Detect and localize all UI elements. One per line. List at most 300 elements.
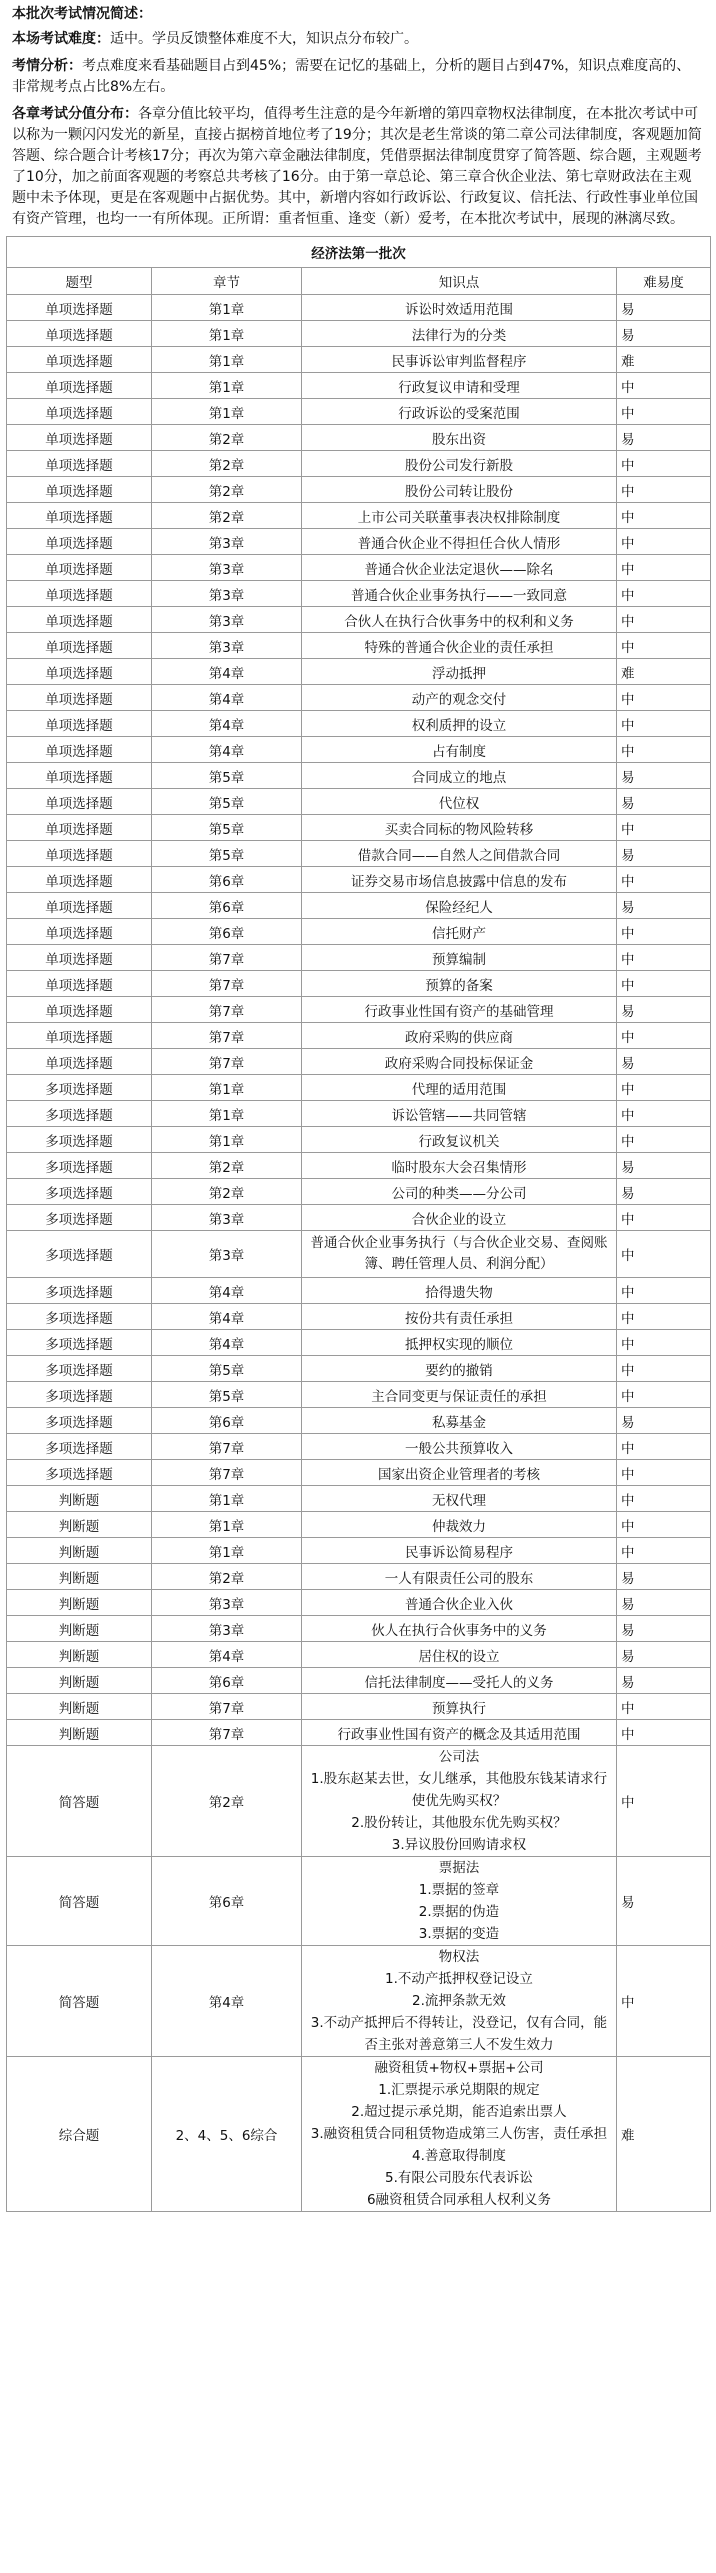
knowledge-line: 1.汇票提示承兑期限的规定: [378, 2082, 540, 2098]
cell-type: 单项选择题: [7, 737, 152, 763]
cell-type: 单项选择题: [7, 347, 152, 373]
cell-knowledge: 政府采购的供应商: [302, 1023, 617, 1049]
cell-chapter: 第6章: [152, 919, 302, 945]
cell-difficulty: 难: [617, 2057, 711, 2212]
table-row: [7, 1382, 711, 1408]
table-row: [7, 1460, 711, 1486]
cell-type: 多项选择题: [7, 1153, 152, 1179]
cell-knowledge: 信托法律制度——受托人的义务: [302, 1668, 617, 1694]
cell-type: 简答题: [7, 1857, 152, 1946]
cell-knowledge: 股东出资: [302, 425, 617, 451]
cell-chapter: 第3章: [152, 1205, 302, 1231]
table-row: [7, 1153, 711, 1179]
knowledge-line: 4.善意取得制度: [412, 2148, 506, 2164]
analysis-label: 考情分析：: [12, 58, 82, 74]
essay-row: [7, 2057, 711, 2212]
table-row: [7, 347, 711, 373]
analysis-paragraph: [12, 56, 704, 98]
table-row: [7, 1101, 711, 1127]
knowledge-line: 2.超过提示承兑期，能否追索出票人: [351, 2104, 567, 2120]
cell-difficulty: 中: [617, 815, 711, 841]
cell-chapter: 第5章: [152, 763, 302, 789]
table-row: [7, 555, 711, 581]
table-title: 经济法第一批次: [7, 237, 711, 268]
cell-chapter: 第4章: [152, 711, 302, 737]
cell-chapter: 第7章: [152, 971, 302, 997]
cell-chapter: 第5章: [152, 789, 302, 815]
cell-knowledge: 民事诉讼简易程序: [302, 1538, 617, 1564]
cell-chapter: 第2章: [152, 477, 302, 503]
essay-row: [7, 1746, 711, 1857]
cell-chapter: 第3章: [152, 581, 302, 607]
knowledge-line: 1.票据的签章: [418, 1882, 500, 1898]
cell-type: 单项选择题: [7, 373, 152, 399]
cell-difficulty: 中: [617, 1023, 711, 1049]
table-row: [7, 997, 711, 1023]
distribution-paragraph: [12, 104, 704, 230]
cell-knowledge: 特殊的普通合伙企业的责任承担: [302, 633, 617, 659]
cell-knowledge: 信托财产: [302, 919, 617, 945]
cell-difficulty: 中: [617, 1127, 711, 1153]
cell-type: 多项选择题: [7, 1179, 152, 1205]
cell-chapter: 第7章: [152, 1049, 302, 1075]
table-row: [7, 685, 711, 711]
cell-knowledge: 预算编制: [302, 945, 617, 971]
cell-difficulty: 中: [617, 1356, 711, 1382]
cell-difficulty: 易: [617, 1049, 711, 1075]
cell-type: 单项选择题: [7, 581, 152, 607]
cell-type: 多项选择题: [7, 1434, 152, 1460]
table-row: [7, 815, 711, 841]
table-row: [7, 1512, 711, 1538]
cell-chapter: 第3章: [152, 633, 302, 659]
cell-chapter: 第2章: [152, 425, 302, 451]
table-row: [7, 373, 711, 399]
cell-type: 单项选择题: [7, 321, 152, 347]
cell-difficulty: 易: [617, 425, 711, 451]
cell-difficulty: 中: [617, 1486, 711, 1512]
cell-knowledge: 一人有限责任公司的股东: [302, 1564, 617, 1590]
cell-type: 多项选择题: [7, 1127, 152, 1153]
table-row: [7, 295, 711, 321]
cell-knowledge: 浮动抵押: [302, 659, 617, 685]
table-row: [7, 867, 711, 893]
cell-difficulty: 中: [617, 919, 711, 945]
cell-knowledge: 保险经纪人: [302, 893, 617, 919]
table-row: [7, 789, 711, 815]
cell-chapter: 第5章: [152, 841, 302, 867]
cell-chapter: 第7章: [152, 945, 302, 971]
cell-chapter: 第5章: [152, 1356, 302, 1382]
cell-knowledge: 行政事业性国有资产的基础管理: [302, 997, 617, 1023]
cell-difficulty: 中: [617, 685, 711, 711]
cell-difficulty: 中: [617, 1946, 711, 2057]
cell-difficulty: 易: [617, 997, 711, 1023]
cell-knowledge: 借款合同——自然人之间借款合同: [302, 841, 617, 867]
table-row: [7, 1642, 711, 1668]
cell-knowledge: 诉讼时效适用范围: [302, 295, 617, 321]
knowledge-line: 2.流押条款无效: [412, 1993, 506, 2009]
cell-knowledge: 行政复议机关: [302, 1127, 617, 1153]
cell-knowledge: 一般公共预算收入: [302, 1434, 617, 1460]
table-row: [7, 919, 711, 945]
cell-knowledge: 法律行为的分类: [302, 321, 617, 347]
cell-chapter: 第5章: [152, 815, 302, 841]
exam-table: [6, 236, 711, 2212]
cell-type: 判断题: [7, 1486, 152, 1512]
cell-chapter: 第2章: [152, 1746, 302, 1857]
cell-chapter: 第1章: [152, 1127, 302, 1153]
cell-chapter: 第1章: [152, 295, 302, 321]
cell-type: 单项选择题: [7, 945, 152, 971]
knowledge-line: 1.不动产抵押权登记设立: [385, 1971, 533, 1987]
cell-difficulty: 中: [617, 1460, 711, 1486]
intro-section: [0, 0, 716, 230]
cell-type: 单项选择题: [7, 763, 152, 789]
cell-chapter: 第3章: [152, 1231, 302, 1278]
table-row: [7, 1434, 711, 1460]
cell-chapter: 第3章: [152, 607, 302, 633]
cell-chapter: 第4章: [152, 737, 302, 763]
cell-knowledge: 行政事业性国有资产的概念及其适用范围: [302, 1720, 617, 1746]
cell-knowledge: 代理的适用范围: [302, 1075, 617, 1101]
table-row: [7, 1278, 711, 1304]
cell-knowledge: 拾得遗失物: [302, 1278, 617, 1304]
cell-type: 多项选择题: [7, 1101, 152, 1127]
cell-type: 判断题: [7, 1590, 152, 1616]
cell-difficulty: 易: [617, 1153, 711, 1179]
essay-row: [7, 1946, 711, 2057]
intro-heading: 本批次考试情况简述：: [12, 6, 152, 22]
table-row: [7, 1304, 711, 1330]
cell-difficulty: 易: [617, 1179, 711, 1205]
table-row: [7, 1694, 711, 1720]
table-row: [7, 503, 711, 529]
cell-difficulty: 中: [617, 1231, 711, 1278]
table-row: [7, 1179, 711, 1205]
cell-type: 判断题: [7, 1642, 152, 1668]
knowledge-line: 3.不动产抵押后不得转让，没登记，仅有合同，能否主张对善意第三人不发生效力: [310, 2015, 608, 2053]
cell-chapter: 第4章: [152, 1642, 302, 1668]
knowledge-line: 3.票据的变造: [418, 1926, 500, 1942]
cell-chapter: 第4章: [152, 1946, 302, 2057]
cell-chapter: 第1章: [152, 347, 302, 373]
table-row: [7, 763, 711, 789]
cell-knowledge: 普通合伙企业事务执行（与合伙企业交易、查阅账簿、聘任管理人员、利润分配）: [302, 1231, 617, 1278]
cell-difficulty: 中: [617, 1694, 711, 1720]
cell-knowledge: 抵押权实现的顺位: [302, 1330, 617, 1356]
cell-knowledge: 股份公司转让股份: [302, 477, 617, 503]
cell-knowledge: 按份共有责任承担: [302, 1304, 617, 1330]
cell-knowledge: 上市公司关联董事表决权排除制度: [302, 503, 617, 529]
cell-knowledge: 伙人在执行合伙事务中的义务: [302, 1616, 617, 1642]
cell-difficulty: 中: [617, 1330, 711, 1356]
cell-chapter: 第3章: [152, 1616, 302, 1642]
table-row: [7, 1330, 711, 1356]
cell-knowledge: 预算的备案: [302, 971, 617, 997]
cell-type: 单项选择题: [7, 789, 152, 815]
cell-difficulty: 易: [617, 763, 711, 789]
cell-difficulty: 易: [617, 789, 711, 815]
cell-type: 判断题: [7, 1720, 152, 1746]
cell-chapter: 第4章: [152, 1330, 302, 1356]
cell-type: 单项选择题: [7, 659, 152, 685]
cell-knowledge: 预算执行: [302, 1694, 617, 1720]
cell-knowledge: 民事诉讼审判监督程序: [302, 347, 617, 373]
cell-difficulty: 中: [617, 399, 711, 425]
cell-knowledge: 行政复议申请和受理: [302, 373, 617, 399]
knowledge-line: 3.融资租赁合同租赁物造成第三人伤害，责任承担: [310, 2126, 608, 2142]
cell-knowledge: 普通合伙企业事务执行——一致同意: [302, 581, 617, 607]
knowledge-line: 5.有限公司股东代表诉讼: [385, 2170, 533, 2186]
header-difficulty: 难易度: [617, 268, 711, 295]
cell-type: 单项选择题: [7, 893, 152, 919]
cell-difficulty: 中: [617, 503, 711, 529]
cell-chapter: 第1章: [152, 321, 302, 347]
cell-type: 判断题: [7, 1564, 152, 1590]
cell-knowledge: 诉讼管辖——共同管辖: [302, 1101, 617, 1127]
table-row: [7, 1231, 711, 1278]
cell-difficulty: 中: [617, 1101, 711, 1127]
cell-difficulty: 中: [617, 1746, 711, 1857]
cell-type: 单项选择题: [7, 399, 152, 425]
cell-difficulty: 易: [617, 1408, 711, 1434]
cell-type: 单项选择题: [7, 607, 152, 633]
cell-type: 多项选择题: [7, 1231, 152, 1278]
cell-chapter: 第1章: [152, 399, 302, 425]
cell-type: 单项选择题: [7, 1049, 152, 1075]
cell-difficulty: 中: [617, 607, 711, 633]
table-row: [7, 477, 711, 503]
cell-chapter: 第6章: [152, 1408, 302, 1434]
cell-knowledge: 合同成立的地点: [302, 763, 617, 789]
knowledge-line: 3.异议股份回购请求权: [391, 1837, 527, 1853]
cell-knowledge: 合伙人在执行合伙事务中的权利和义务: [302, 607, 617, 633]
table-row: [7, 1205, 711, 1231]
cell-knowledge: 动产的观念交付: [302, 685, 617, 711]
table-row: [7, 893, 711, 919]
cell-chapter: 第7章: [152, 1023, 302, 1049]
cell-chapter: 第4章: [152, 659, 302, 685]
table-row: [7, 451, 711, 477]
cell-chapter: 第1章: [152, 1512, 302, 1538]
cell-type: 单项选择题: [7, 711, 152, 737]
table-row: [7, 1486, 711, 1512]
cell-type: 单项选择题: [7, 919, 152, 945]
table-row: [7, 945, 711, 971]
table-row: [7, 1023, 711, 1049]
table-row: [7, 1356, 711, 1382]
cell-chapter: 第1章: [152, 373, 302, 399]
cell-knowledge: 合伙企业的设立: [302, 1205, 617, 1231]
cell-difficulty: 中: [617, 711, 711, 737]
cell-knowledge: [302, 1857, 617, 1946]
cell-type: 判断题: [7, 1512, 152, 1538]
cell-chapter: 第2章: [152, 451, 302, 477]
cell-type: 单项选择题: [7, 477, 152, 503]
table-row: [7, 581, 711, 607]
table-row: [7, 971, 711, 997]
cell-chapter: 第4章: [152, 685, 302, 711]
cell-type: 多项选择题: [7, 1408, 152, 1434]
table-row: [7, 633, 711, 659]
cell-type: 判断题: [7, 1538, 152, 1564]
cell-type: 单项选择题: [7, 685, 152, 711]
cell-chapter: 第3章: [152, 529, 302, 555]
cell-knowledge: 买卖合同标的物风险转移: [302, 815, 617, 841]
cell-type: 单项选择题: [7, 529, 152, 555]
knowledge-line: 公司法: [438, 1749, 480, 1765]
cell-difficulty: 难: [617, 347, 711, 373]
cell-chapter: 第7章: [152, 997, 302, 1023]
cell-knowledge: 普通合伙企业不得担任合伙人情形: [302, 529, 617, 555]
cell-chapter: 第2章: [152, 1153, 302, 1179]
cell-type: 综合题: [7, 2057, 152, 2212]
cell-difficulty: 易: [617, 295, 711, 321]
table-row: [7, 1075, 711, 1101]
cell-type: 单项选择题: [7, 295, 152, 321]
cell-difficulty: 中: [617, 529, 711, 555]
cell-difficulty: 易: [617, 893, 711, 919]
cell-difficulty: 中: [617, 1075, 711, 1101]
knowledge-line: 1.股东赵某去世，女儿继承，其他股东钱某请求行使优先购买权？: [310, 1771, 608, 1809]
cell-difficulty: 中: [617, 1538, 711, 1564]
cell-chapter: 第3章: [152, 555, 302, 581]
cell-type: 单项选择题: [7, 841, 152, 867]
cell-type: 多项选择题: [7, 1382, 152, 1408]
cell-chapter: 第1章: [152, 1538, 302, 1564]
cell-type: 多项选择题: [7, 1304, 152, 1330]
cell-chapter: 2、4、5、6综合: [152, 2057, 302, 2212]
cell-type: 单项选择题: [7, 815, 152, 841]
cell-chapter: 第1章: [152, 1075, 302, 1101]
cell-difficulty: 中: [617, 1205, 711, 1231]
cell-type: 多项选择题: [7, 1356, 152, 1382]
cell-type: 单项选择题: [7, 425, 152, 451]
cell-type: 多项选择题: [7, 1278, 152, 1304]
cell-knowledge: 无权代理: [302, 1486, 617, 1512]
table-row: [7, 1590, 711, 1616]
table-row: [7, 529, 711, 555]
cell-chapter: 第7章: [152, 1694, 302, 1720]
cell-knowledge: 权利质押的设立: [302, 711, 617, 737]
cell-chapter: 第6章: [152, 893, 302, 919]
table-row: [7, 841, 711, 867]
table-row: [7, 1408, 711, 1434]
cell-chapter: 第7章: [152, 1460, 302, 1486]
cell-difficulty: 易: [617, 321, 711, 347]
cell-knowledge: 主合同变更与保证责任的承担: [302, 1382, 617, 1408]
knowledge-line: 融资租赁+物权+票据+公司: [374, 2060, 544, 2076]
cell-difficulty: 易: [617, 1668, 711, 1694]
cell-difficulty: 中: [617, 451, 711, 477]
cell-type: 判断题: [7, 1616, 152, 1642]
cell-difficulty: 易: [617, 1564, 711, 1590]
cell-knowledge: 政府采购合同投标保证金: [302, 1049, 617, 1075]
cell-chapter: 第2章: [152, 1179, 302, 1205]
cell-difficulty: 难: [617, 659, 711, 685]
knowledge-line: 票据法: [438, 1860, 480, 1876]
cell-type: 单项选择题: [7, 555, 152, 581]
cell-chapter: 第6章: [152, 1668, 302, 1694]
table-row: [7, 711, 711, 737]
difficulty-text: 适中。学员反馈整体难度不大，知识点分布较广。: [110, 31, 418, 47]
cell-difficulty: 中: [617, 1434, 711, 1460]
cell-type: 判断题: [7, 1668, 152, 1694]
knowledge-line: 2.股份转让，其他股东优先购买权？: [351, 1815, 567, 1831]
cell-knowledge: 临时股东大会召集情形: [302, 1153, 617, 1179]
distribution-text: 各章分值比较平均，值得考生注意的是今年新增的第四章物权法律制度，在本批次考试中可以称为一颗闪闪发光的新星，直接占据榜首地位考了19分；其次是老生常谈的第二章公司法律制度，客观题加简答题、综合题合计考核17分；再次为第六章金融法律制度，凭借票据法律制度贯穿了简答题、综合题，主观题考了10分，加之前面客观题的考察总共考核了16分。由于第一章总论、第三章合伙企业法、第七章财政法在主观题中未予体现，更是在客观题中占据优势。其中，新增内容如行政诉讼、行政复议、信托法、行政性事业单位国有资产管理，也均一一有所体现。正所谓：重者恒重、逢变（新）爱考，在本批次考试中，展现的淋漓尽致。: [12, 106, 702, 227]
cell-knowledge: 仲裁效力: [302, 1512, 617, 1538]
table-row: [7, 1049, 711, 1075]
difficulty-paragraph: [12, 29, 704, 50]
cell-difficulty: 易: [617, 1590, 711, 1616]
cell-type: 简答题: [7, 1746, 152, 1857]
cell-knowledge: 占有制度: [302, 737, 617, 763]
cell-difficulty: 中: [617, 1512, 711, 1538]
table-row: [7, 1127, 711, 1153]
cell-knowledge: 证券交易市场信息披露中信息的发布: [302, 867, 617, 893]
table-header-row: [7, 268, 711, 295]
table-row: [7, 1720, 711, 1746]
difficulty-label: 本场考试难度：: [12, 31, 110, 47]
cell-knowledge: 普通合伙企业法定退伙——除名: [302, 555, 617, 581]
table-row: [7, 659, 711, 685]
cell-difficulty: 中: [617, 477, 711, 503]
cell-chapter: 第5章: [152, 1382, 302, 1408]
cell-knowledge: 要约的撤销: [302, 1356, 617, 1382]
cell-difficulty: 中: [617, 971, 711, 997]
cell-type: 多项选择题: [7, 1075, 152, 1101]
cell-difficulty: 中: [617, 1304, 711, 1330]
cell-type: 单项选择题: [7, 633, 152, 659]
cell-difficulty: 中: [617, 737, 711, 763]
essay-row: [7, 1857, 711, 1946]
cell-difficulty: 易: [617, 1616, 711, 1642]
cell-type: 简答题: [7, 1946, 152, 2057]
cell-chapter: 第1章: [152, 1101, 302, 1127]
table-row: [7, 1668, 711, 1694]
cell-chapter: 第6章: [152, 1857, 302, 1946]
knowledge-line: 物权法: [438, 1949, 480, 1965]
cell-chapter: 第7章: [152, 1720, 302, 1746]
cell-type: 单项选择题: [7, 451, 152, 477]
distribution-label: 各章考试分值分布：: [12, 106, 138, 122]
cell-knowledge: 普通合伙企业入伙: [302, 1590, 617, 1616]
cell-knowledge: 国家出资企业管理者的考核: [302, 1460, 617, 1486]
cell-knowledge: 股份公司发行新股: [302, 451, 617, 477]
cell-chapter: 第4章: [152, 1304, 302, 1330]
cell-chapter: 第3章: [152, 1590, 302, 1616]
cell-difficulty: 中: [617, 581, 711, 607]
cell-type: 单项选择题: [7, 867, 152, 893]
cell-chapter: 第2章: [152, 503, 302, 529]
table-row: [7, 425, 711, 451]
cell-difficulty: 中: [617, 1720, 711, 1746]
cell-type: 单项选择题: [7, 971, 152, 997]
header-knowledge: 知识点: [302, 268, 617, 295]
table-row: [7, 607, 711, 633]
cell-difficulty: 中: [617, 945, 711, 971]
cell-type: 多项选择题: [7, 1460, 152, 1486]
knowledge-line: 6融资租赁合同承租人权利义务: [366, 2192, 552, 2208]
cell-knowledge: [302, 1946, 617, 2057]
table-row: [7, 1564, 711, 1590]
cell-type: 判断题: [7, 1694, 152, 1720]
cell-knowledge: [302, 1746, 617, 1857]
cell-type: 多项选择题: [7, 1330, 152, 1356]
cell-knowledge: [302, 2057, 617, 2212]
